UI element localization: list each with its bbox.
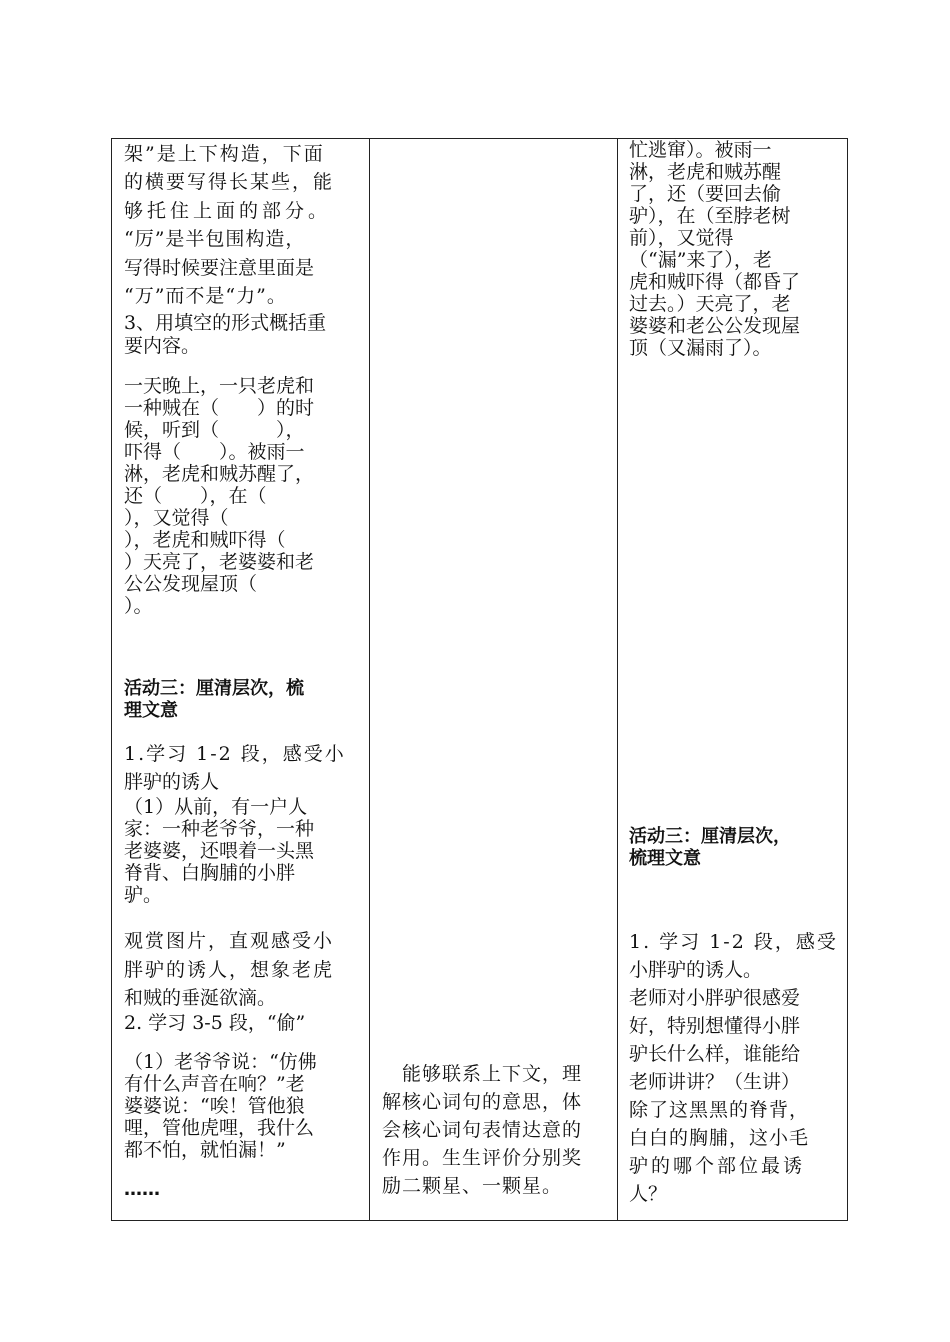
text-line: 作用。生生评价分别奖 xyxy=(382,1147,583,1169)
text-line: 老婆婆，还喂着一头黑 xyxy=(124,840,315,862)
activity-heading: 理文意 xyxy=(124,700,178,721)
text-line: 都不怕，就怕漏！” xyxy=(124,1139,286,1161)
text-line: 观赏图片，直观感受小 xyxy=(124,930,335,952)
text-line: 胖驴的诱人，想象老虎 xyxy=(124,959,335,981)
activity-heading: 活动三：厘清层次，梳 xyxy=(124,678,304,699)
text-line: 小胖驴的诱人。 xyxy=(629,959,763,981)
fill-blank-line: 还（ ），在（ xyxy=(124,485,267,507)
text-line: “万”而不是“力”。 xyxy=(124,285,287,307)
fill-blank-line: 一种贼在（ ）的时 xyxy=(124,397,315,419)
text-line: 婆婆和老公公发现屋 xyxy=(629,315,801,337)
text-line: 有什么声音在响？”老 xyxy=(124,1073,305,1095)
activity-heading: 梳理文意 xyxy=(629,848,701,869)
text-line: 写得时候要注意里面是 xyxy=(124,257,315,279)
text-line: 顶（又漏雨了）。 xyxy=(629,337,772,359)
fill-blank-line: ），老虎和贼吓得（ xyxy=(124,529,286,551)
text-line: 的横要写得长某些，能 xyxy=(124,171,335,193)
ellipsis: …… xyxy=(124,1179,160,1200)
text-line: 1.学习 1-2 段，感受小 xyxy=(124,743,346,765)
text-line: （1）老爷爷说：“仿佛 xyxy=(124,1051,317,1073)
fill-blank-line: 吓得（ ）。被雨一 xyxy=(124,441,305,463)
text-line: 人？ xyxy=(629,1183,668,1205)
activity-column xyxy=(112,139,369,1220)
text-line: 要内容。 xyxy=(124,335,201,357)
text-line: 除了这黑黑的脊背， xyxy=(629,1099,810,1121)
text-line: 驴长什么样，谁能给 xyxy=(629,1043,801,1065)
text-line: 和贼的垂涎欲滴。 xyxy=(124,987,277,1009)
fill-blank-line: 公公发现屋顶（ xyxy=(124,573,258,595)
text-line: “厉”是半包围构造， xyxy=(124,228,306,250)
text-line: 胖驴的诱人 xyxy=(124,771,220,793)
process-column xyxy=(618,139,848,1220)
text-line: 好，特别想懂得小胖 xyxy=(629,1015,801,1037)
text-line: 哩，管他虎哩，我什么 xyxy=(124,1117,315,1139)
text-line: 解核心词句的意思，体 xyxy=(382,1091,583,1113)
text-line: 2. 学习 3-5 段，“偷” xyxy=(124,1012,306,1034)
text-line: 会核心词句表情达意的 xyxy=(382,1119,583,1141)
text-line: 忙逃窜）。被雨一 xyxy=(629,139,772,161)
text-line: 脊背、白胸脯的小胖 xyxy=(124,862,296,884)
text-line: （“漏”来了），老 xyxy=(629,249,772,271)
text-line: 婆婆说：“唉！管他狼 xyxy=(124,1095,305,1117)
fill-blank-line: 一天晚上，一只老虎和 xyxy=(124,375,315,397)
text-line: 驴的哪个部位最诱 xyxy=(629,1155,806,1177)
text-line: 前），又觉得 xyxy=(629,227,734,249)
text-line: 驴。 xyxy=(124,884,163,906)
text-line: 励二颗星、一颗星。 xyxy=(382,1175,563,1197)
fill-blank-line: ），又觉得（ xyxy=(124,507,229,529)
text-line: 虎和贼吓得（都昏了 xyxy=(629,271,801,293)
text-line: 淋，老虎和贼苏醒 xyxy=(629,161,782,183)
fill-blank-line: 淋，老虎和贼苏醒了， xyxy=(124,463,315,485)
text-line: 驴），在（至脖老树 xyxy=(629,205,791,227)
fill-blank-line: ）。 xyxy=(124,595,153,617)
text-line: 白白的胸脯，这小毛 xyxy=(629,1127,810,1149)
text-line: 老师讲讲？（生讲） xyxy=(629,1071,801,1093)
text-line: 老师对小胖驴很感爱 xyxy=(629,987,801,1009)
text-line: 过去。）天亮了，老 xyxy=(629,293,791,315)
text-line: （1）从前，有一户人 xyxy=(124,796,308,818)
text-line: 架”是上下构造，下面 xyxy=(124,143,325,165)
text-line: 1. 学习 1-2 段，感受 xyxy=(629,931,838,953)
text-line: 家：一种老爷爷，一种 xyxy=(124,818,315,840)
objective-column xyxy=(370,139,617,1220)
activity-heading: 活动三：厘清层次， xyxy=(629,826,791,847)
text-line: 了，还（要回去偷 xyxy=(629,183,782,205)
text-line: 能够联系上下文，理 xyxy=(382,1063,583,1085)
fill-blank-line: 候，听到（ ）， xyxy=(124,419,305,441)
lesson-plan-table xyxy=(111,138,848,1221)
fill-blank-line: ）天亮了，老婆婆和老 xyxy=(124,551,315,573)
text-line: 够托住上面的部分。 xyxy=(124,200,332,222)
text-line: 3、用填空的形式概括重 xyxy=(124,312,327,334)
